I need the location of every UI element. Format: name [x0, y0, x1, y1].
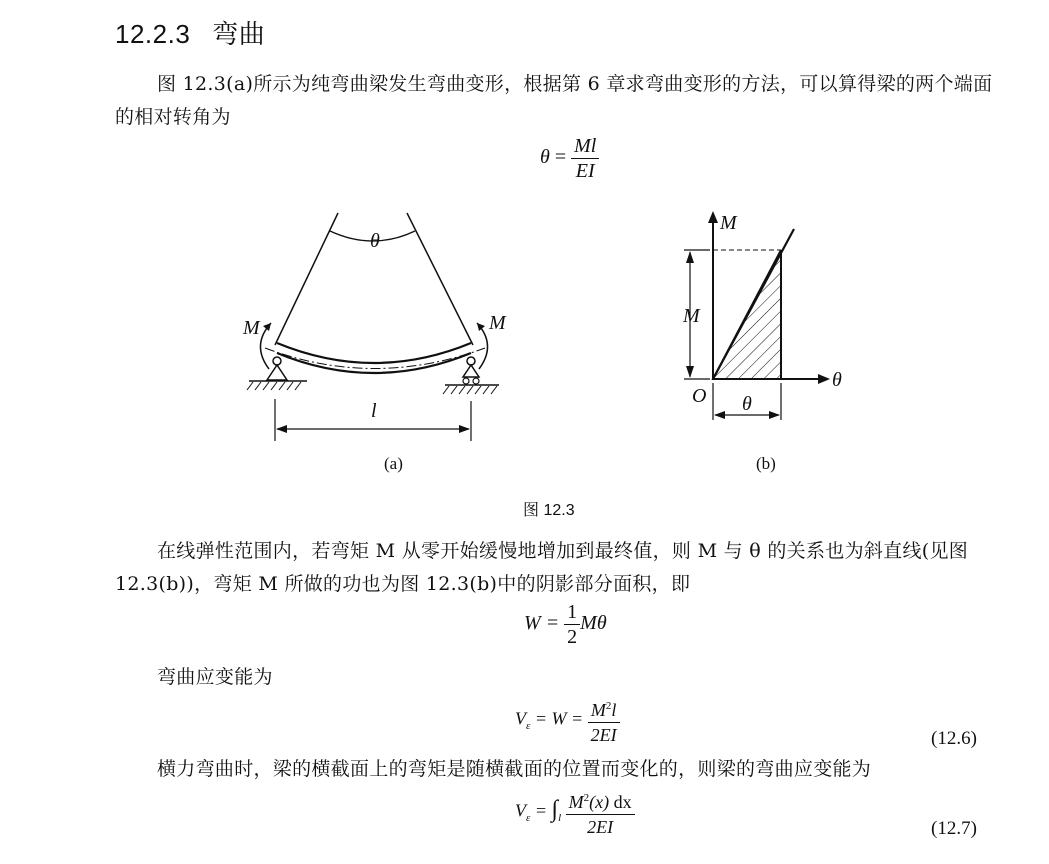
eq-w-lhs: W = — [524, 612, 560, 635]
fig-b-theta-dim-arrow-right — [769, 411, 780, 419]
fig-b-m-axis-arrow — [708, 211, 718, 223]
eq-126-mid: = W = — [534, 708, 584, 729]
eq-127-denominator: 2EI — [587, 817, 614, 837]
fig-a-left-moment-label: M — [243, 317, 260, 339]
equation-work — [524, 600, 607, 649]
fig-a-left-support — [267, 365, 287, 380]
fig-b-m-value-label: M — [683, 305, 700, 327]
fig-a-roller-2 — [473, 378, 479, 384]
eq-w-fraction — [564, 600, 580, 649]
equation-number-12-6: (12.6) — [931, 728, 977, 749]
equation-theta: θ = $\frac{Ml}{EI}$ — [540, 134, 599, 183]
fig-a-left-ray — [275, 213, 338, 345]
eq-127-lhs: V — [515, 800, 526, 821]
fig-b-m-dim-arrow-top — [686, 251, 694, 263]
fig-a-right-support — [463, 365, 479, 377]
fig-a-right-ray — [407, 213, 473, 345]
equation-12-6 — [515, 694, 620, 747]
eq-127-num-arg: (x) — [589, 792, 610, 812]
figure-caption: 图 12.3 — [523, 502, 575, 519]
fig-a-right-moment-label: M — [489, 312, 506, 334]
eq-126-num-tail: l — [611, 700, 617, 720]
eq-126-sub: ε — [526, 720, 531, 733]
eq-126-lhs: V — [515, 708, 526, 729]
paragraph-transverse-bending: 横力弯曲时，梁的横截面上的弯矩是随横截面的位置而变化的，则梁的弯曲应变能为 — [157, 758, 872, 780]
eq-126-fraction — [588, 694, 620, 747]
section-number: 12.2.3 — [115, 19, 191, 49]
fig-a-dim-arrow-left — [276, 425, 287, 433]
eq-127-sub: ε — [526, 812, 531, 825]
eq-theta-numerator: Ml — [571, 134, 599, 159]
figure-b-sublabel: (b) — [756, 454, 776, 473]
fig-b-m-dim-arrow-bottom — [686, 366, 694, 378]
figure-b-m-theta-plot — [670, 205, 860, 430]
fig-a-right-moment-head — [477, 323, 485, 331]
fig-a-right-hatch — [443, 386, 497, 394]
fig-b-theta-value-label: θ — [742, 393, 752, 415]
eq-127-mid: = — [534, 800, 547, 821]
eq-126-num-base: M — [590, 700, 606, 720]
section-title: 弯曲 — [212, 19, 266, 49]
eq-127-num-d: dx — [613, 792, 632, 812]
fig-a-theta-label: θ — [370, 230, 380, 252]
fig-b-theta-dim-arrow-left — [714, 411, 725, 419]
eq-w-rhs: Mθ — [580, 612, 607, 635]
paragraph-strain-energy: 弯曲应变能为 — [157, 666, 273, 688]
fig-a-dim-arrow-right — [459, 425, 470, 433]
fig-a-left-moment-head — [263, 323, 271, 331]
eq-127-num-base: M — [568, 792, 584, 812]
eq-126-denominator: 2EI — [590, 725, 617, 745]
fig-b-origin-label: O — [692, 385, 707, 407]
fig-a-roller-1 — [463, 378, 469, 384]
fig-a-beam-top — [277, 343, 471, 363]
figure-a-sublabel: (a) — [384, 454, 403, 473]
equation-number-12-7: (12.7) — [931, 818, 977, 839]
eq-w-denominator: 2 — [567, 626, 578, 648]
eq-theta-lhs: θ — [540, 146, 550, 169]
eq-127-numerator — [566, 786, 635, 815]
equation-12-7 — [515, 786, 635, 839]
section-heading — [115, 14, 265, 51]
eq-theta-fraction — [571, 134, 599, 183]
fig-b-theta-axis-arrow — [818, 374, 830, 384]
fig-a-left-hatch — [247, 382, 301, 390]
eq-w-numerator: 1 — [564, 600, 580, 625]
paragraph-work: 在线弹性范围内，若弯矩 M 从零开始缓慢地增加到最终值，则 M 与 θ 的关系也为斜直线(见图 12.3(b))，弯矩 M 所做的功也为图 12.3(b)中的阴影部分面积，即 — [115, 540, 969, 595]
fig-b-theta-axis-label: θ — [832, 369, 842, 391]
eq-127-num-exp: 2 — [583, 792, 590, 804]
eq-126-num-exp: 2 — [605, 700, 612, 712]
eq-127-int-sub: l — [558, 812, 562, 825]
fig-a-left-moment-arrow — [260, 323, 271, 369]
paragraph-intro: 图 12.3(a)所示为纯弯曲梁发生弯曲变形，根据第 6 章求弯曲变形的方法，可以算得梁的两个端面的相对转角为 — [115, 73, 993, 128]
integral-sign-icon: ∫ — [551, 796, 559, 823]
eq-theta-denominator: EI — [575, 160, 595, 182]
eq-127-fraction — [566, 786, 635, 839]
fig-a-right-moment-arrow — [477, 323, 488, 369]
fig-b-m-axis-label: M — [720, 212, 737, 234]
figure-a-beam — [235, 205, 515, 455]
eq-126-numerator — [588, 694, 620, 723]
fig-a-length-label: l — [371, 400, 377, 422]
